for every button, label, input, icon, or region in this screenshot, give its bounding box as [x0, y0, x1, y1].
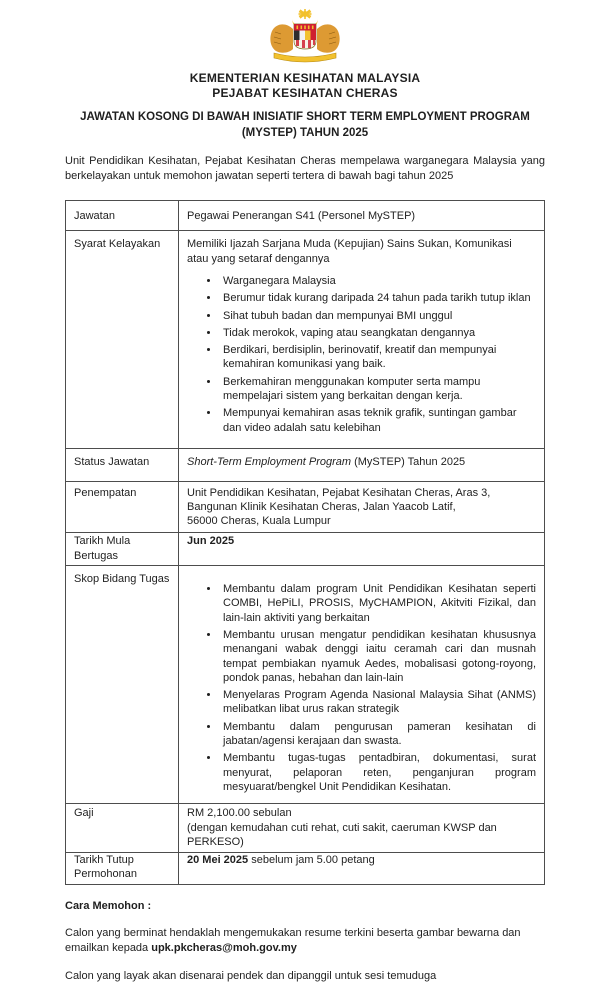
- closing-date-rest: sebelum jam 5.00 petang: [248, 854, 375, 867]
- row-value-skop-bidang-tugas: [179, 566, 545, 804]
- row-value-penempatan: [179, 482, 545, 533]
- logo-container: [65, 8, 545, 67]
- bullet-item: • Membantu urusan mengatur pendidikan kesihatan khususnya menangani wabak denggi iaitu ceramah cari dan musnah tempat pembiakan nyamuk Aedes, mobalisasi gotong-royong, pondok panas, hebahan dan lain-lain: [220, 628, 536, 685]
- row-value-status-jawatan: [179, 448, 545, 481]
- how-to-apply-heading: Cara Memohon :: [65, 899, 152, 912]
- skop-bullet-list: [187, 582, 536, 794]
- table-row-tarikh-mula: [66, 533, 545, 566]
- row-label-skop-bidang-tugas: Skop Bidang Tugas: [66, 566, 179, 804]
- vacancy-title: [65, 110, 545, 141]
- office-name: PEJABAT KESIHATAN CHERAS: [212, 86, 398, 100]
- row-value-tarikh-mula: Jun 2025: [179, 533, 545, 566]
- apply-instruction-paragraph: [65, 926, 545, 956]
- bullet-item: • Sihat tubuh badan dan mempunyai BMI unggul: [220, 309, 536, 323]
- row-label-penempatan: Penempatan: [66, 482, 179, 533]
- closing-date: 20 Mei 2025: [187, 854, 249, 867]
- syarat-bullet-list: [187, 274, 536, 435]
- bullet-item: • Berkemahiran menggunakan komputer serta mampu mempelajari sistem yang berkaitan dengan kerja.: [220, 375, 536, 404]
- bullet-item: • Warganegara Malaysia: [220, 274, 536, 288]
- ministry-name: KEMENTERIAN KESIHATAN MALAYSIA: [189, 71, 421, 85]
- row-label-jawatan: Jawatan: [66, 201, 179, 231]
- shortlist-note: Calon yang layak akan disenarai pendek dan dipanggil untuk sesi temuduga: [65, 970, 437, 983]
- salary-amount: RM 2,100.00 sebulan: [187, 807, 292, 820]
- salary-benefits: (dengan kemudahan cuti rehat, cuti sakit, caeruman KWSP dan PERKESO): [187, 821, 497, 848]
- job-details-table: [65, 200, 545, 885]
- address-line1: Unit Pendidikan Kesihatan, Pejabat Kesihatan Cheras, Aras 3, Bangunan Klinik Kesihatan Cheras, Jalan Yaacob Latif,: [187, 487, 491, 514]
- table-row-jawatan: [66, 201, 545, 231]
- row-label-status-jawatan: Status Jawatan: [66, 448, 179, 481]
- apply-instruction-text: Calon yang berminat hendaklah mengemukakan resume terkini beserta gambar bewarna dan emailkan kepada: [65, 927, 521, 955]
- row-label-gaji: Gaji: [66, 804, 179, 853]
- table-row-penempatan: [66, 482, 545, 533]
- row-value-jawatan: Pegawai Penerangan S41 (Personel MySTEP): [179, 201, 545, 231]
- vacancy-title-line1: JAWATAN KOSONG DI BAWAH INISIATIF SHORT TERM EMPLOYMENT PROGRAM: [80, 111, 530, 123]
- table-row-tarikh-tutup: [66, 853, 545, 885]
- row-value-tarikh-tutup: [179, 853, 545, 885]
- vacancy-title-line2: (MYSTEP) TAHUN 2025: [241, 126, 369, 139]
- status-program-name: Short-Term Employment Program: [187, 455, 352, 468]
- row-label-syarat-kelayakan: Syarat Kelayakan: [66, 231, 179, 449]
- bullet-item: • Berumur tidak kurang daripada 24 tahun pada tarikh tutup iklan: [220, 291, 536, 305]
- bullet-item: • Membantu dalam program Unit Pendidikan Kesihatan seperti COMBI, HePiLI, PROSIS, MyCHAMPION, Akitviti Fizikal, dan lain-lain aktiviti yang berkaitan: [220, 582, 536, 625]
- syarat-intro-text: Memiliki Ijazah Sarjana Muda (Kepujian) Sains Sukan, Komunikasi atau yang setaraf dengannya: [187, 238, 512, 265]
- bullet-item: • Tidak merokok, vaping atau seangkatan dengannya: [220, 326, 536, 340]
- bullet-item: • Membantu dalam pengurusan pameran kesihatan di jabatan/agensi kerajaan dan swasta.: [220, 720, 536, 749]
- table-row-status-jawatan: [66, 448, 545, 481]
- status-program-rest: (MySTEP) Tahun 2025: [351, 455, 466, 468]
- intro-paragraph: Unit Pendidikan Kesihatan, Pejabat Kesihatan Cheras mempelawa warganegara Malaysia yang berkelayakan untuk memohon jawatan seperti tertera di bawah bagi tahun 2025: [65, 155, 545, 182]
- bullet-item: • Berdikari, berdisiplin, berinovatif, kreatif dan mempunyai kemahiran komunikasi yang baik.: [220, 343, 536, 372]
- bullet-item: • Mempunyai kemahiran asas teknik grafik, suntingan gambar dan video adalah satu kelebihan: [220, 406, 536, 435]
- malaysia-coat-of-arms-icon: [265, 8, 345, 64]
- table-row-gaji: [66, 804, 545, 853]
- bullet-item: • Membantu tugas-tugas pentadbiran, dokumentasi, surat menyurat, pelaporan reten, penganjuran program mesyuarat/bengkel Unit Pendidikan Kesihatan.: [220, 751, 536, 794]
- row-value-gaji: [179, 804, 545, 853]
- table-row-skop-bidang-tugas: [66, 566, 545, 804]
- footer-section: [65, 899, 545, 984]
- row-label-tarikh-tutup: Tarikh Tutup Permohonan: [66, 853, 179, 885]
- address-line2: 56000 Cheras, Kuala Lumpur: [187, 515, 331, 528]
- row-label-tarikh-mula: Tarikh Mula Bertugas: [66, 533, 179, 566]
- bullet-item: • Menyelaras Program Agenda Nasional Malaysia Sihat (ANMS) melibatkan libat urus rakan strategik: [220, 688, 536, 717]
- contact-email: upk.pkcheras@moh.gov.my: [151, 942, 297, 955]
- table-row-syarat-kelayakan: [66, 231, 545, 449]
- row-value-syarat-kelayakan: [179, 231, 545, 449]
